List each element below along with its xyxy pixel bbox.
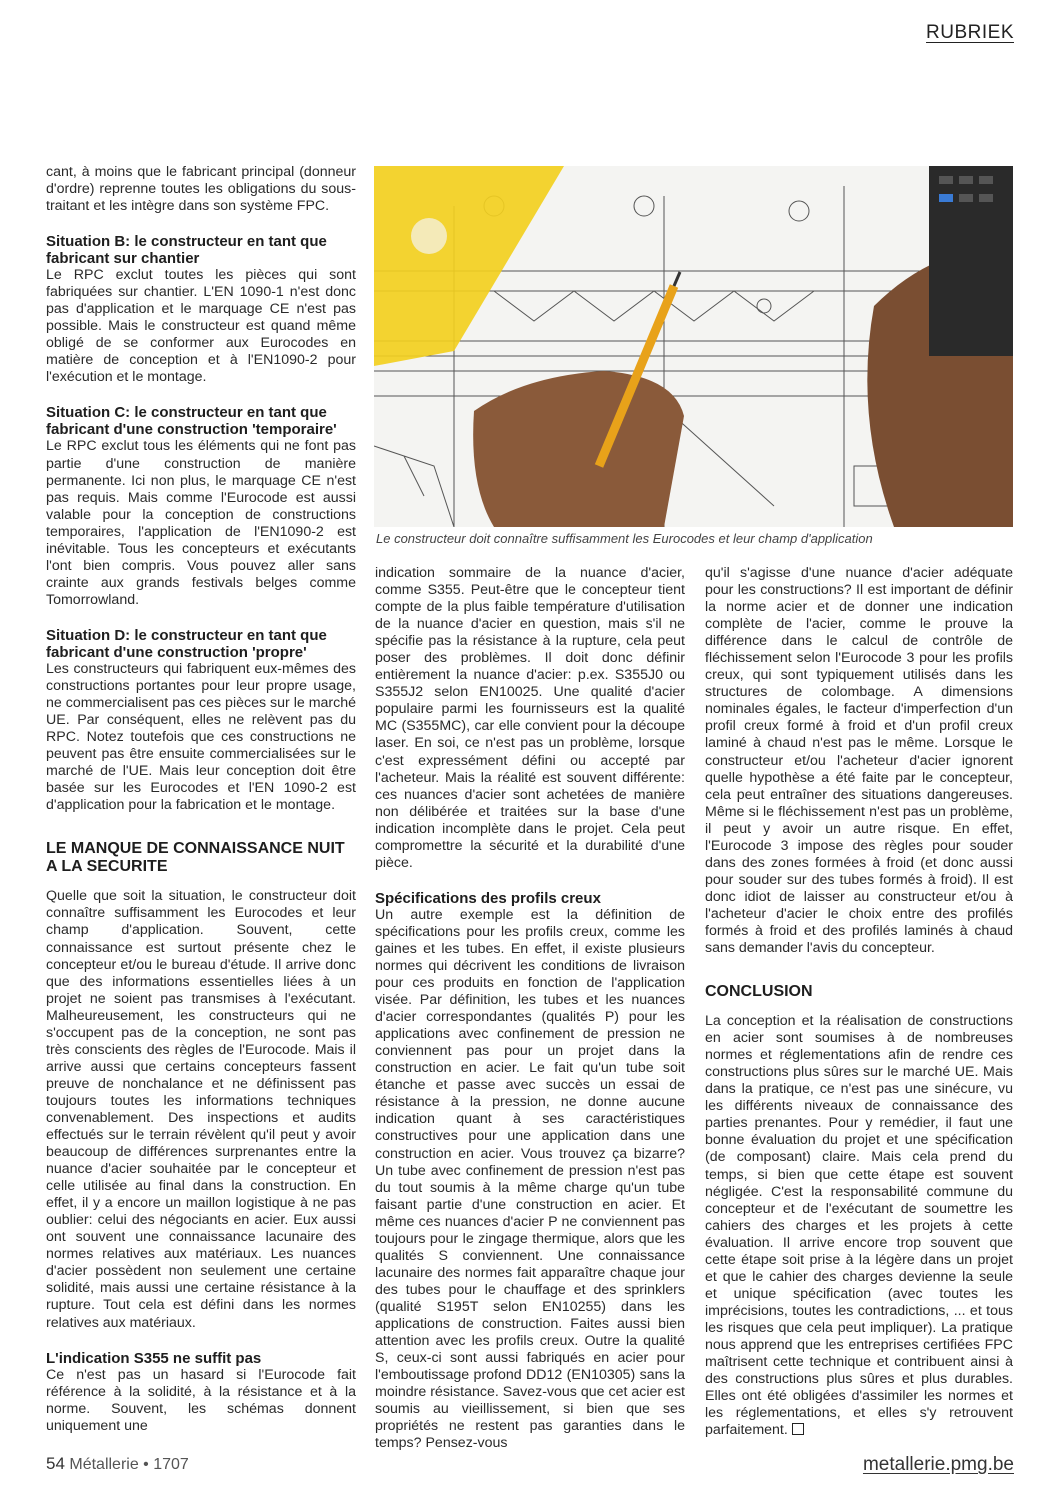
paragraph-profils-creux-cont: qu'il s'agisse d'une nuance d'acier adéquate pour les constructions? Il est important de définir la norme acier et de donner une indication complète de l'acier, comme le prouve la différence dans le calcul de contrôle de fléchissement selon l'Eurocode 3 pour les profils creux, qui sont typiquement utilisés dans les structures de colombage. A dimensions nominales égales, le facteur d'imperfection d'un profil creux formé à froid et d'un profil creux laminé à chaud n'est pas le même. Lorsque le constructeur et/ou l'acheteur d'acier ignorent quelle hypothèse a été faite par le concepteur, cela peut entraîner des situations dangereuses. Même si le fléchissement n'est pas un problème, il peut y avoir un autre risque. En effet, l'Eurocode 3 impose des règles pour souder dans des zones formées à froid (et donc aussi pour souder sur des tubes formés à froid). Il est donc idiot de laisser au constructeur et/ou à l'acheteur d'acier le choix entre des profilés formés à froid et des profilés laminés à chaud sans demander l'avis du concepteur. — [705, 565, 1013, 957]
paragraph-situation-b: Le RPC exclut toutes les pièces qui sont fabriquées sur chantier. L'EN 1090-1 n'est donc pas d'application et le marquage CE n'est pas possible. Mais le constructeur est quand même obligé de se conformer aux Eurocodes en matière de conception et à l'EN1090-2 pour l'exécution et le montage. — [46, 267, 356, 386]
website-link[interactable]: metallerie.pmg.be — [862, 1454, 1014, 1475]
paragraph-situation-c: Le RPC exclut tous les éléments qui ne font pas partie d'une construction de manière permanente. Ici non plus, le marquage CE n'est pas requis. Mais comme l'Eurocode est aussi valable pour la conception de constructions temporaires, l'application de l'EN1090-2 est inévitable. Tous les concepteurs et exécutants l'ont bien compris. Vous pouvez aller sans crainte aux grands festivals belges comme Tomorrowland. — [46, 438, 356, 608]
heading-conclusion: CONCLUSION — [705, 983, 813, 1001]
paragraph-manque: Quelle que soit la situation, le constructeur doit connaître suffisamment les Eurocodes et leur champ d'application. Souvent, cette connaissance est surtout présente chez le concepteur et/ou le bureau d'étude. Il arrive donc que des informations essentielles liées à un projet ne soient pas transmises à l'exécutant. Malheureusement, les constructeurs qui ne s'occupent pas de la conception, ne sont pas très conscients des règles de l'Eurocode. Mais il arrive aussi que certains concepteurs fassent preuve de nonchalance et ne définissent pas toujours toutes les informations techniques convenablement. Des inspections et audits effectués sur le terrain révèlent qu'il peut y avoir beaucoup de différences surprenantes entre la nuance d'acier souhaitée par le concepteur et celle utilisée au final dans la construction. En effet, il y a encore un maillon logistique à ne pas oublier: celui des négociants en acier. Eux aussi ont souvent une connaissance lacunaire des normes relatives aux matériaux. Les nuances d'acier possèdent non seulement une certaine solidité, mais aussi une certaine résistance à la rupture. Tout cela est défini dans les normes relatives aux matériaux. — [46, 888, 356, 1331]
column-1 — [46, 164, 356, 1435]
heading-situation-d: Situation D: le constructeur en tant que fabricant d'une construction 'propre' — [46, 626, 327, 661]
heading-situation-b: Situation B: le constructeur en tant que fabricant sur chantier — [46, 233, 327, 268]
paragraph-intro: cant, à moins que le fabricant principal (donneur d'ordre) reprenne toutes les obligations du sous-traitant et les intègre dans son système FPC. — [46, 164, 356, 215]
heading-profils-creux: Spécifications des profils creux — [375, 889, 601, 907]
page-number: 54 — [46, 1454, 65, 1473]
footer-page-info — [46, 1454, 189, 1474]
paragraph-situation-d: Les constructeurs qui fabriquent eux-mêmes des constructions portantes pour leur propre usage, ne commercialisent pas ces pièces sur le marché UE. Par conséquent, elles ne relèvent pas du RPC. Notez toutefois que ces constructions ne peuvent pas être ensuite commercialisées sur le marché de l'UE. Mais leur conception doit être basée sur les Eurocodes et l'EN 1090-2 est d'application pour la fabrication et le montage. — [46, 660, 356, 814]
column-2 — [375, 565, 685, 1452]
photo-caption: Le constructeur doit connaître suffisamment les Eurocodes et leur champ d'application — [376, 531, 873, 546]
blueprint-photo — [374, 166, 1013, 527]
section-label: RUBRIEK — [926, 22, 1014, 43]
paragraph-profils-creux: Un autre exemple est la définition de spécifications pour les profils creux, comme les gaines et les tubes. En effet, il existe plusieurs normes qui décrivent les conditions de livraison pour ces produits en fonction de l'application visée. Par définition, les tubes et les nuances d'acier correspondantes (qualités P) pour les applications avec confinement de pression ne conviennent pas pour un projet dans la construction en acier. Le fait qu'un tube soit étanche et passe avec succès un essai de résistance à la pression, ne donne aucune indication quant à ses caractéristiques constructives pour une application dans une construction en acier. Vous trouvez ça bizarre? Un tube avec confinement de pression n'est pas du tout soumis à la même charge qu'un tube faisant partie d'une construction en acier. Et même ces nuances d'acier P ne conviennent pas toujours pour le zingage thermique, alors que les qualités S conviennent. Une connaissance lacunaire des normes fait apparaître chaque jour des tubes pour le chauffage et des sprinklers (qualité S195T selon EN10255) dans les applications de construction. Faites aussi bien attention avec les profils creux. Outre la qualité S, ceux-ci sont aussi fabriqués en acier pour l'emboutissage profond DD12 (EN10305) sans la moindre résistance. Savez-vous que cet acier est soumis au vieillissement, si bien que ses propriétés ne restent pas garanties dans le temps? Pensez-vous — [375, 906, 685, 1452]
paragraph-s355-cont: indication sommaire de la nuance d'acier, comme S355. Peut-être que le concepteur tient compte de la plus faible température d'utilisation de la nuance d'acier en question, mais s'il ne spécifie pas la résistance à la rupture, cela peut poser des problèmes. Il doit donc définir entièrement la nuance d'acier: p.ex. S355J0 ou S355J2 selon EN10025. Une qualité d'acier populaire parmi les fournisseurs est la qualité MC (S355MC), car elle convient pour la découpe laser. En soi, ce n'est pas un problème, lorsque c'est expressément défini ou accepté par l'acheteur. Mais la réalité est souvent différente: ces nuances d'acier sont achetées de manière non délibérée et traitées sur la base d'une indication incomplète dans le projet. Cela peut compromettre la sécurité et la durabilité d'une pièce. — [375, 565, 685, 871]
column-3 — [705, 565, 1013, 1439]
heading-situation-c: Situation C: le constructeur en tant que fabricant d'une construction 'temporaire' — [46, 404, 337, 439]
heading-manque: LE MANQUE DE CONNAISSANCE NUIT A LA SECURITE — [46, 840, 345, 876]
magazine-issue: Métallerie • 1707 — [69, 1456, 189, 1473]
conclusion-text: La conception et la réalisation de constructions en acier sont soumises à de nombreuses normes et réglementations afin de rendre ces constructions plus sûres sur le marché UE. Mais dans la pratique, ce n'est pas une sinécure, vu les différents niveaux de connaissance des parties prenantes. Pour y remédier, il faut une bonne évaluation du projet et une spécification (de composant) claire. Mais cela prend du temps, si bien que cette étape est souvent négligée. C'est la responsabilité commune du concepteur et de l'exécutant de soumettre les cahiers des charges et les projets à cette évaluation. Il arrive encore trop souvent que cette étape soit prise à la légère dans un projet et que le cahier des charges devienne la seule et unique spécification (avec toutes les imprécisions, toutes les contradictions, ... et tous les risques que cela peut impliquer). La pratique nous apprend que les entreprises certifiées FPC maîtrisent cette technique et contribuent ainsi à des constructions plus sûres et plus durables. Elles ont été obligées d'assimiler les normes et les réglementations, et elles s'y retrouvent parfaitement. — [705, 1013, 1013, 1439]
paragraph-conclusion — [705, 1013, 1013, 1439]
paragraph-s355: Ce n'est pas un hasard si l'Eurocode fait référence à la solidité, à la résistance et à la norme. Souvent, les schémas donnent uniquement une — [46, 1366, 356, 1434]
blueprint-illustration — [374, 166, 1013, 527]
end-mark-icon — [792, 1423, 804, 1435]
heading-s355: L'indication S355 ne suffit pas — [46, 1349, 262, 1367]
